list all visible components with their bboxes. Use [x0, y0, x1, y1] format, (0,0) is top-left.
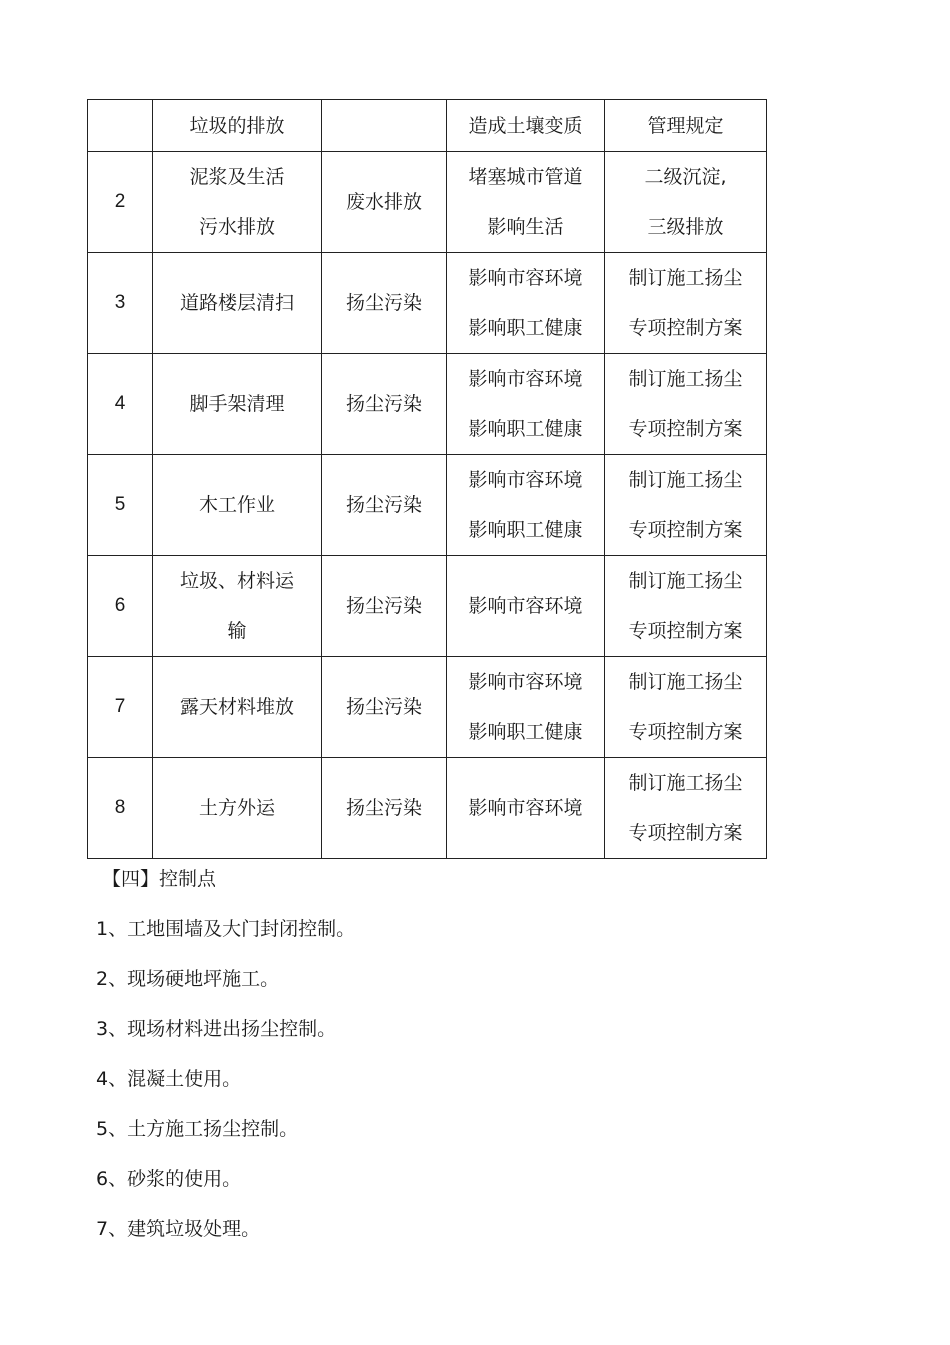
cell-impact — [447, 354, 605, 455]
cell-text-line: 垃圾的排放 — [189, 114, 285, 137]
cell-text-line: 露天材料堆放 — [179, 696, 294, 718]
cell-text-line: 垃圾、材料运 — [179, 570, 294, 592]
cell-text-line: 制订施工扬尘 — [628, 570, 743, 592]
cell-text-line: 专项控制方案 — [628, 620, 743, 642]
cell-text-line: 扬尘污染 — [345, 797, 422, 819]
cell-text-line: 脚手架清理 — [189, 393, 285, 415]
cell-text-line: 影响市容环境 — [468, 469, 583, 491]
cell-measure — [605, 152, 767, 253]
cell-no: 5 — [88, 455, 153, 556]
cell-text-line: 道路楼层清扫 — [179, 292, 294, 314]
cell-text-line: 制订施工扬尘 — [628, 267, 743, 289]
cell-text-line: 扬尘污染 — [345, 292, 422, 314]
control-point-item: 2、现场硬地坪施工。 — [96, 968, 280, 990]
cell-type — [322, 657, 447, 758]
cell-type — [322, 100, 447, 152]
cell-no: 8 — [88, 758, 153, 859]
cell-text-line: 制订施工扬尘 — [628, 671, 743, 693]
cell-no: 3 — [88, 253, 153, 354]
cell-no: 7 — [88, 657, 153, 758]
cell-measure — [605, 758, 767, 859]
table-row — [88, 556, 767, 657]
cell-activity — [153, 354, 322, 455]
cell-no — [88, 100, 153, 152]
cell-text-line: 影响市容环境 — [468, 368, 583, 390]
cell-activity — [153, 455, 322, 556]
cell-type — [322, 354, 447, 455]
cell-type — [322, 758, 447, 859]
cell-text-line: 专项控制方案 — [628, 418, 743, 440]
cell-text-line: 堵塞城市管道 — [468, 166, 583, 188]
control-point-item: 5、土方施工扬尘控制。 — [96, 1118, 299, 1140]
cell-text-line: 泥浆及生活 — [189, 166, 285, 188]
cell-measure — [605, 354, 767, 455]
cell-measure — [605, 100, 767, 152]
control-points-section — [96, 858, 355, 1258]
cell-measure — [605, 253, 767, 354]
cell-text-line: 影响市容环境 — [468, 671, 583, 693]
cell-text-line: 三级排放 — [647, 216, 724, 238]
cell-activity — [153, 100, 322, 152]
cell-activity — [153, 253, 322, 354]
table-row — [88, 758, 767, 859]
cell-text-line: 影响职工健康 — [468, 317, 583, 339]
cell-text-line: 影响市容环境 — [468, 595, 583, 617]
cell-text-line: 影响职工健康 — [468, 519, 583, 541]
cell-activity — [153, 657, 322, 758]
control-points-list — [96, 908, 355, 1258]
table-row — [88, 657, 767, 758]
cell-text-line: 污水排放 — [198, 216, 275, 238]
cell-text-line: 专项控制方案 — [628, 519, 743, 541]
table-row — [88, 354, 767, 455]
cell-impact — [447, 556, 605, 657]
cell-text-line: 影响市容环境 — [468, 797, 583, 819]
cell-text-line: 制订施工扬尘 — [628, 368, 743, 390]
cell-text-line: 扬尘污染 — [345, 393, 422, 415]
cell-text-line: 输 — [227, 620, 247, 642]
cell-impact — [447, 253, 605, 354]
environmental-factors-table — [87, 99, 767, 859]
table-row — [88, 253, 767, 354]
cell-text-line: 二级沉淀, — [644, 166, 727, 188]
cell-text-line: 专项控制方案 — [628, 822, 743, 844]
control-point-item: 7、建筑垃圾处理。 — [96, 1218, 261, 1240]
control-point-item: 6、砂浆的使用。 — [96, 1168, 242, 1190]
cell-text-line: 扬尘污染 — [345, 696, 422, 718]
cell-measure — [605, 455, 767, 556]
control-point-item: 1、工地围墙及大门封闭控制。 — [96, 918, 356, 940]
cell-activity — [153, 556, 322, 657]
cell-impact — [447, 455, 605, 556]
cell-type — [322, 556, 447, 657]
table-body — [88, 100, 767, 859]
cell-type — [322, 253, 447, 354]
cell-text-line: 专项控制方案 — [628, 317, 743, 339]
cell-text-line: 扬尘污染 — [345, 494, 422, 516]
cell-impact — [447, 657, 605, 758]
cell-text-line: 影响职工健康 — [468, 418, 583, 440]
cell-text-line: 管理规定 — [647, 114, 724, 137]
cell-text-line: 木工作业 — [198, 494, 275, 516]
section-heading: 【四】控制点 — [102, 868, 217, 890]
cell-impact — [447, 758, 605, 859]
cell-activity — [153, 758, 322, 859]
cell-type — [322, 455, 447, 556]
table-row — [88, 455, 767, 556]
cell-no: 4 — [88, 354, 153, 455]
cell-text-line: 土方外运 — [198, 797, 275, 819]
cell-text-line: 制订施工扬尘 — [628, 772, 743, 794]
table-row — [88, 100, 767, 152]
control-point-item: 3、现场材料进出扬尘控制。 — [96, 1018, 337, 1040]
cell-text-line: 影响市容环境 — [468, 267, 583, 289]
cell-measure — [605, 556, 767, 657]
cell-text-line: 造成土壤变质 — [468, 114, 583, 137]
cell-impact — [447, 152, 605, 253]
table-row — [88, 152, 767, 253]
cell-text-line: 扬尘污染 — [345, 595, 422, 617]
cell-no: 6 — [88, 556, 153, 657]
cell-text-line: 制订施工扬尘 — [628, 469, 743, 491]
cell-text-line: 影响职工健康 — [468, 721, 583, 743]
cell-measure — [605, 657, 767, 758]
cell-text-line: 专项控制方案 — [628, 721, 743, 743]
cell-type — [322, 152, 447, 253]
cell-text-line: 影响生活 — [487, 216, 564, 238]
cell-impact — [447, 100, 605, 152]
cell-no: 2 — [88, 152, 153, 253]
cell-activity — [153, 152, 322, 253]
control-point-item: 4、混凝土使用。 — [96, 1068, 242, 1090]
cell-text-line: 废水排放 — [345, 191, 422, 213]
